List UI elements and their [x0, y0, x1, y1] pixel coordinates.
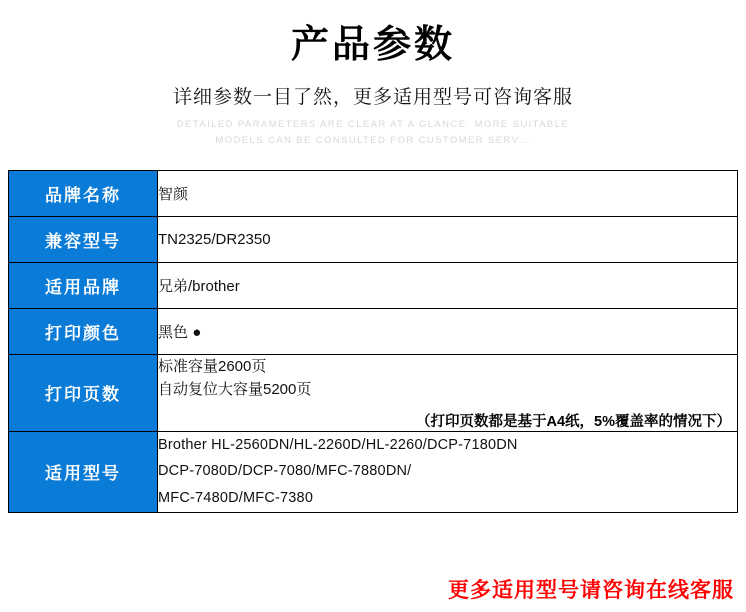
applicable-models-line-2: DCP-7080D/DCP-7080/MFC-7880DN/ — [158, 463, 412, 480]
table-row — [9, 431, 738, 512]
spec-label-compatible-model: 兼容型号 — [9, 217, 158, 263]
applicable-models-line-1: Brother HL-2560DN/HL-2260D/HL-2260/DCP-7180DN — [158, 436, 518, 453]
applicable-models-line-3: MFC-7480D/MFC-7380 — [158, 490, 314, 507]
table-row — [9, 171, 738, 217]
latin-caption-line-1: DETAILED PARAMETERS ARE CLEAR AT A GLANCE. MORE SUITABLE — [176, 118, 570, 130]
page-subtitle: 详细参数一目了然，更多适用型号可咨询客服 — [172, 86, 573, 108]
spec-table — [8, 170, 738, 513]
black-color-swatch-icon: ● — [192, 324, 202, 341]
table-row — [9, 263, 738, 309]
spec-label-page-yield: 打印页数 — [9, 355, 158, 432]
page-yield-line-2: 自动复位大容量5200页 — [158, 381, 312, 399]
page-yield-line-1: 标准容量2600页 — [158, 358, 267, 375]
spec-label-applicable-models: 适用型号 — [9, 431, 158, 512]
page-header — [0, 0, 746, 149]
spec-value-page-yield — [158, 355, 738, 432]
spec-label-brand-name: 品牌名称 — [9, 171, 158, 217]
spec-value-print-color — [158, 309, 738, 355]
table-row — [9, 355, 738, 432]
contact-service-note: 更多适用型号请咨询在线客服 — [448, 579, 734, 602]
table-row — [9, 309, 738, 355]
spec-value-compatible-model: TN2325/DR2350 — [158, 217, 738, 263]
latin-caption — [0, 117, 746, 149]
page-yield-note: （打印页数都是基于A4纸，5%覆盖率的情况下） — [416, 413, 731, 430]
spec-label-print-color: 打印颜色 — [9, 309, 158, 355]
spec-value-applicable-models — [158, 431, 738, 512]
table-row — [9, 217, 738, 263]
page-title: 产品参数 — [290, 24, 455, 66]
spec-label-applicable-brand: 适用品牌 — [9, 263, 158, 309]
spec-value-brand-name: 智颜 — [158, 171, 738, 217]
print-color-text: 黑色 — [158, 324, 189, 341]
spec-value-applicable-brand: 兄弟/brother — [158, 263, 738, 309]
latin-caption-line-2: MODELS CAN BE CONSULTED FOR CUSTOMER SERV... — [215, 134, 531, 146]
